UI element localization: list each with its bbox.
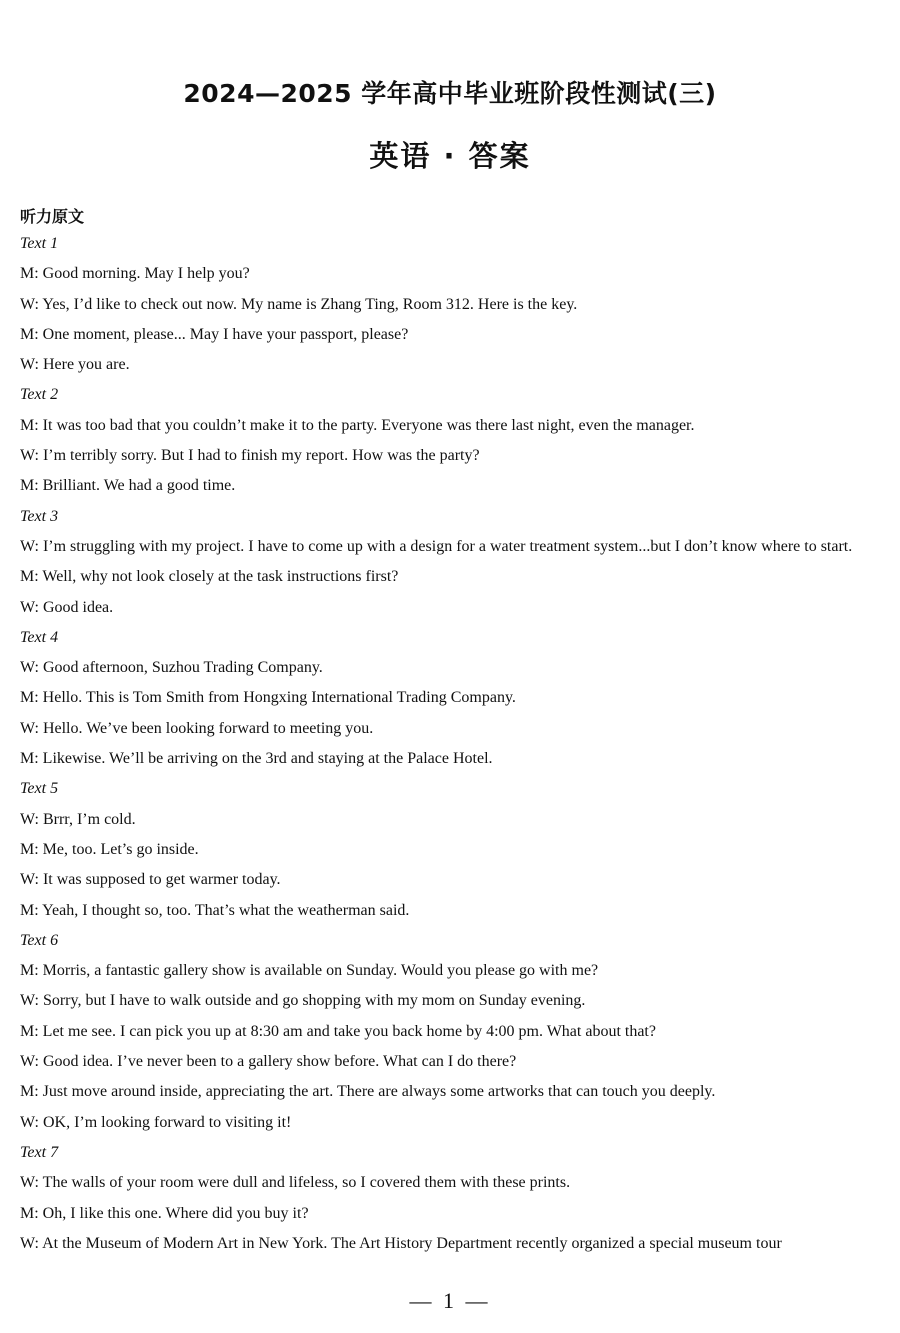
dialogue-line: M: Just move around inside, appreciating the art. There are always some artworks that can touch you deeply. xyxy=(20,1083,716,1101)
dialogue-line: M: Oh, I like this one. Where did you buy it? xyxy=(20,1204,309,1222)
dialogue-line: M: Good morning. May I help you? xyxy=(20,265,250,283)
dialogue-line: W: Hello. We’ve been looking forward to meeting you. xyxy=(20,719,374,737)
dialogue-line: M: It was too bad that you couldn’t make it to the party. Everyone was there last night, even the manager. xyxy=(20,416,695,434)
subject-title: 英语 · 答案 xyxy=(369,139,531,173)
text-heading: Text 1 xyxy=(20,235,59,252)
dialogue-line: W: The walls of your room were dull and lifeless, so I covered them with these prints. xyxy=(20,1174,571,1192)
dialogue-line: W: It was supposed to get warmer today. xyxy=(20,871,281,889)
dialogue-line: M: Me, too. Let’s go inside. xyxy=(20,840,199,858)
dialogue-line: M: Let me see. I can pick you up at 8:30 am and take you back home by 4:00 pm. What about that? xyxy=(20,1022,656,1040)
dialogue-line: W: At the Museum of Modern Art in New York. The Art History Department recently organized a special museum tour xyxy=(20,1234,782,1252)
dialogue-line: W: Here you are. xyxy=(20,356,130,374)
dialogue-line: M: Hello. This is Tom Smith from Hongxing International Trading Company. xyxy=(20,689,516,707)
text-heading: Text 5 xyxy=(20,780,59,798)
dialogue-line: W: Sorry, but I have to walk outside and go shopping with my mom on Sunday evening. xyxy=(20,992,586,1010)
text-heading: Text 4 xyxy=(20,628,59,646)
page-number: — 1 — xyxy=(409,1288,491,1313)
dialogue-line: W: OK, I’m looking forward to visiting it! xyxy=(20,1113,292,1131)
text-heading: Text 2 xyxy=(20,386,59,404)
section-title: 听力原文 xyxy=(20,207,85,226)
dialogue-line: M: Brilliant. We had a good time. xyxy=(20,477,236,495)
dialogue-line: M: Yeah, I thought so, too. That’s what the weatherman said. xyxy=(20,901,410,919)
dialogue-line: M: Morris, a fantastic gallery show is available on Sunday. Would you please go with me? xyxy=(20,962,599,980)
text-heading: Text 6 xyxy=(20,931,59,949)
dialogue-line: W: Good idea. I’ve never been to a gallery show before. What can I do there? xyxy=(20,1053,517,1071)
dialogue-line: M: Well, why not look closely at the task instructions first? xyxy=(20,568,399,586)
dialogue-line: W: I’m struggling with my project. I have to come up with a design for a water treatment system...but I don’t know where to start. xyxy=(20,537,853,555)
dialogue-line: W: Yes, I’d like to check out now. My name is Zhang Ting, Room 312. Here is the key. xyxy=(20,295,578,313)
text-heading: Text 7 xyxy=(20,1143,59,1161)
transcript-body xyxy=(20,229,885,1259)
dialogue-line: W: Good afternoon, Suzhou Trading Company. xyxy=(20,659,323,677)
exam-title: 2024—2025 学年高中毕业班阶段性测试(三) xyxy=(183,79,717,108)
dialogue-line: M: Likewise. We’ll be arriving on the 3rd and staying at the Palace Hotel. xyxy=(20,750,493,768)
text-heading: Text 3 xyxy=(20,507,59,525)
dialogue-line: W: Good idea. xyxy=(20,598,114,616)
dialogue-line: M: One moment, please... May I have your passport, please? xyxy=(20,325,409,343)
dialogue-line: W: Brrr, I’m cold. xyxy=(20,810,136,828)
dialogue-line: W: I’m terribly sorry. But I had to finish my report. How was the party? xyxy=(20,447,480,465)
